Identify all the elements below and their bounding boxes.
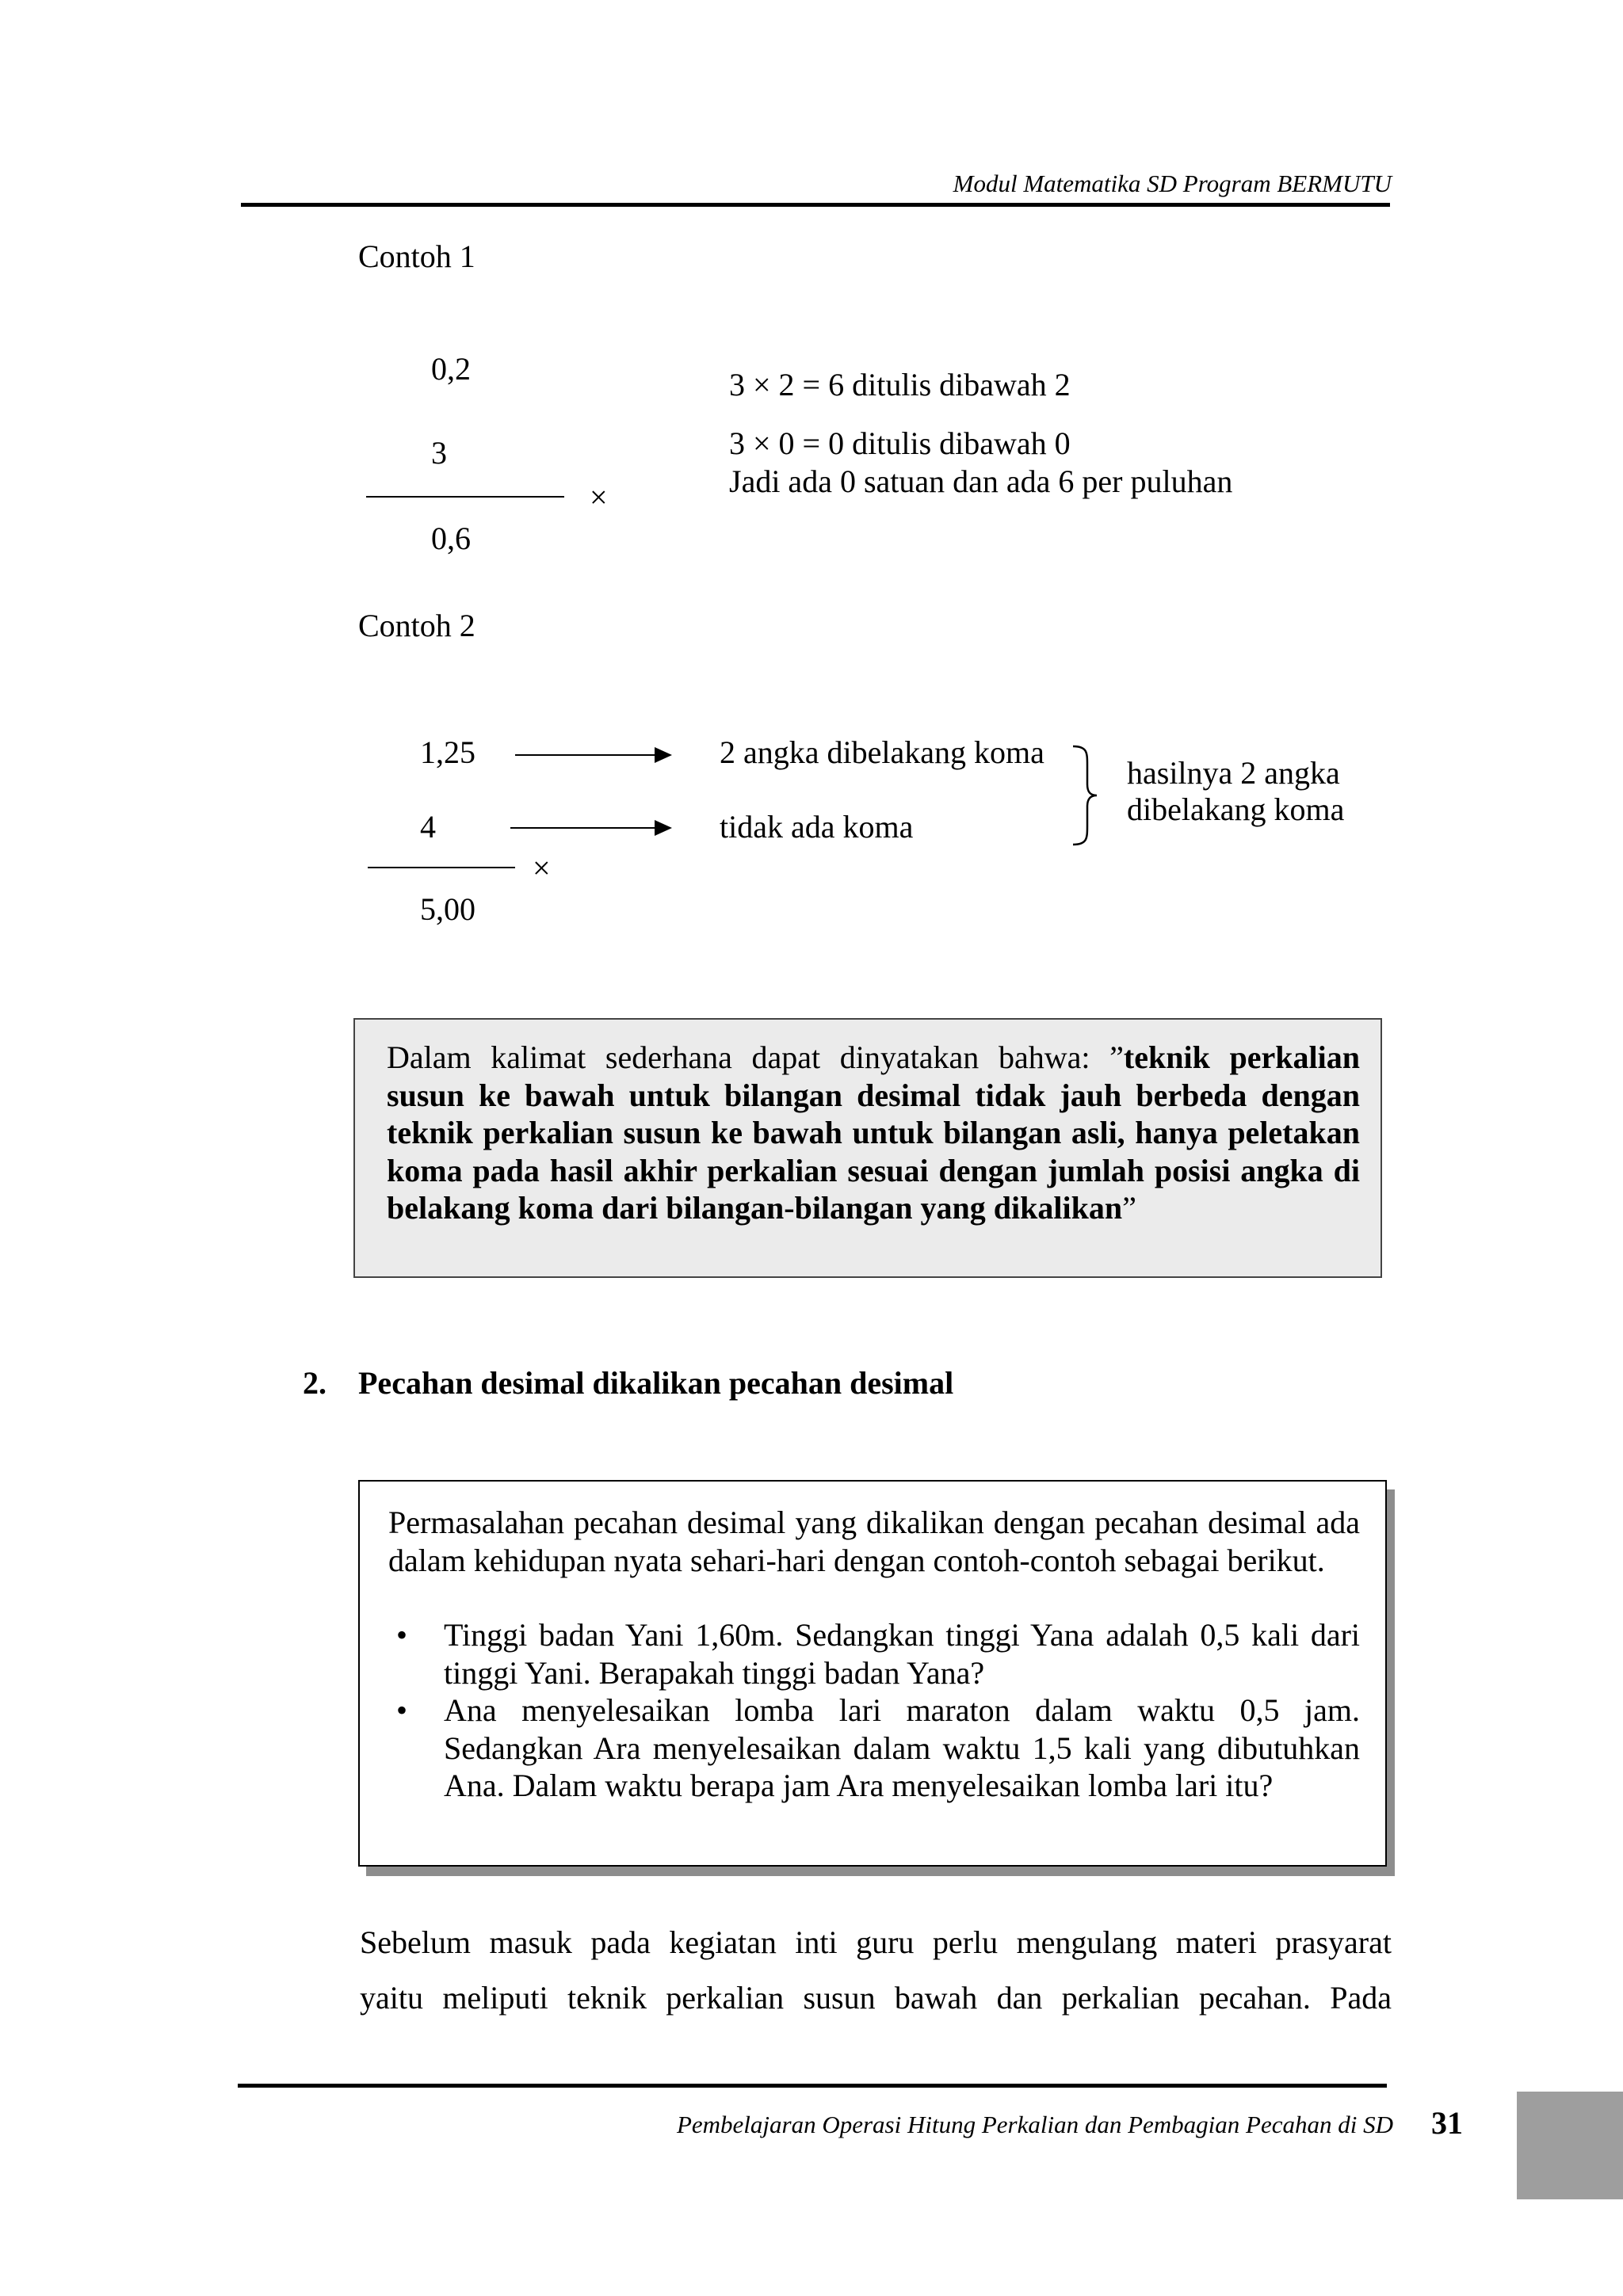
problem-box	[358, 1480, 1387, 1867]
example1-explanation-3: Jadi ada 0 satuan dan ada 6 per puluhan	[729, 463, 1233, 499]
summary-text	[387, 1039, 1360, 1227]
problem-bullet-item	[388, 1616, 1360, 1691]
summary-bold-text: teknik perkalian susun ke bawah untuk bilangan desimal tidak jauh berbeda dengan teknik perkalian susun ke bawah untuk bilangan asli, hanya peletakan koma pada hasil akhir perkalian sesuai dengan jumlah posisi angka di belakang koma dari bilangan-bilangan yang dikalikan	[387, 1039, 1360, 1226]
example1-multiplier: 3	[431, 435, 447, 471]
example2-result: 5,00	[420, 891, 475, 927]
summary-box	[353, 1018, 1382, 1278]
example2-conclusion-line2: dibelakang koma	[1127, 791, 1345, 827]
example2-multiplicand: 1,25	[420, 734, 475, 770]
summary-closing-quote: ”	[1122, 1190, 1136, 1226]
arrow-right-icon	[515, 754, 670, 756]
summary-intro: Dalam kalimat sederhana dapat dinyatakan bahwa: ”	[387, 1039, 1124, 1075]
example2-multiply-sign: ×	[533, 850, 551, 886]
problem-intro: Permasalahan pecahan desimal yang dikalikan dengan pecahan desimal ada dalam kehidupan nyata sehari-hari dengan contoh-contoh sebagai berikut.	[388, 1505, 1360, 1578]
example1-multiply-sign: ×	[590, 479, 608, 515]
problem-content	[388, 1504, 1360, 1805]
example1-explanation-1: 3 × 2 = 6 ditulis dibawah 2	[729, 367, 1071, 402]
example2-multiplier: 4	[420, 809, 436, 845]
header-rule	[241, 203, 1390, 207]
problem-bullet-text: Tinggi badan Yani 1,60m. Sedangkan tinggi Yana adalah 0,5 kali dari tinggi Yani. Berapakah tinggi badan Yana?	[444, 1617, 1360, 1691]
problem-bullet-item	[388, 1691, 1360, 1805]
section-title: Pecahan desimal dikalikan pecahan desimal	[358, 1365, 954, 1401]
page-tab-marker	[1517, 2092, 1623, 2199]
problem-bullet-text: Ana menyelesaikan lomba lari maraton dalam waktu 0,5 jam. Sedangkan Ara menyelesaikan dalam waktu 1,5 kali yang dibutuhkan Ana. Dalam waktu berapa jam Ara menyelesaikan lomba lari itu?	[444, 1692, 1360, 1803]
paragraph-line-1: Sebelum masuk pada kegiatan inti guru perlu mengulang materi prasyarat	[360, 1924, 1392, 1960]
bullet-icon: •	[396, 1617, 408, 1653]
example2-sum-line	[368, 867, 515, 868]
arrow-right-icon	[510, 827, 670, 829]
bullet-icon: •	[396, 1692, 408, 1728]
running-header: Modul Matematika SD Program BERMUTU	[953, 170, 1392, 197]
example2-note-1: 2 angka dibelakang koma	[720, 734, 1044, 770]
example1-result: 0,6	[431, 521, 471, 556]
footer-rule	[238, 2084, 1387, 2088]
example1-explanation-2: 3 × 0 = 0 ditulis dibawah 0	[729, 425, 1071, 461]
curly-brace-icon	[1068, 743, 1100, 848]
page-number: 31	[1431, 2105, 1463, 2141]
example1-title: Contoh 1	[358, 238, 475, 274]
example2-note-2: tidak ada koma	[720, 809, 914, 845]
example2-title: Contoh 2	[358, 608, 475, 643]
running-footer: Pembelajaran Operasi Hitung Perkalian dan Pembagian Pecahan di SD	[676, 2111, 1393, 2138]
paragraph-line-2: yaitu meliputi teknik perkalian susun bawah dan perkalian pecahan. Pada	[360, 1980, 1392, 2016]
example1-sum-line	[366, 496, 564, 498]
example2-conclusion-line1: hasilnya 2 angka	[1127, 755, 1340, 791]
section-number: 2.	[303, 1365, 327, 1401]
example1-multiplicand: 0,2	[431, 351, 471, 387]
